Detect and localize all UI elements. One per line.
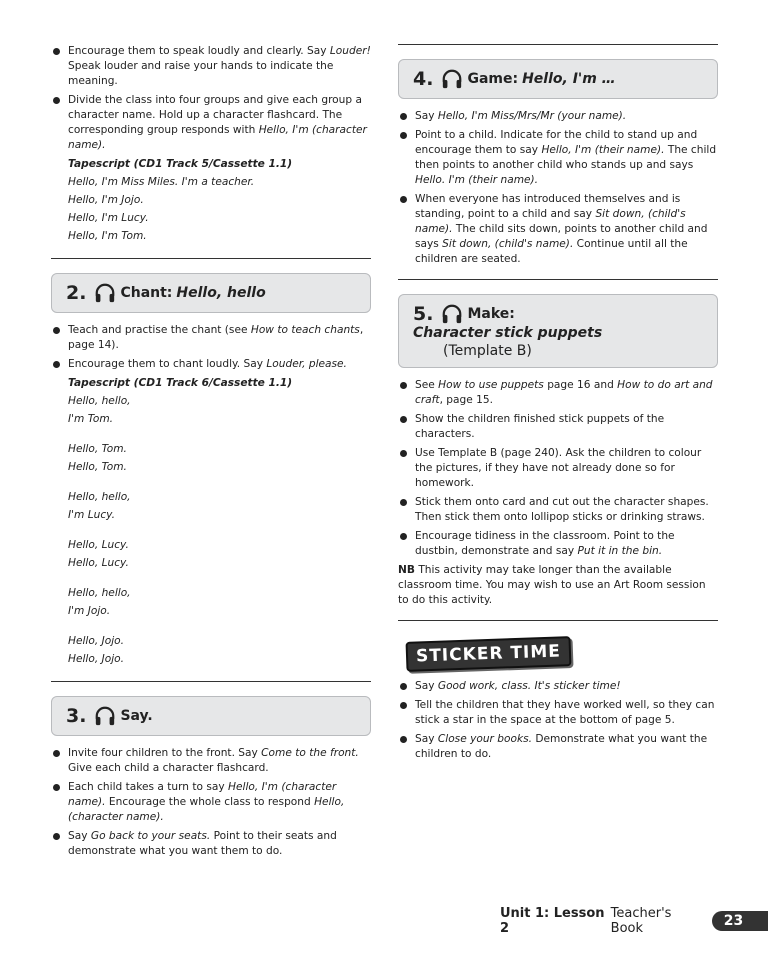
right-column [398, 0, 718, 766]
section-4-title: Hello, I'm … [522, 71, 616, 87]
chant-line: Hello, Tom. [68, 443, 127, 455]
sticker-bullet-1: Say Good work, class. It's sticker time! [398, 679, 718, 694]
headphones-icon [441, 303, 463, 325]
tapescript-line: Hello, I'm Miss Miles. I'm a teacher. [68, 176, 255, 188]
section-3-bullet-2: Each child takes a turn to say Hello, I'm (character name). Encourage the whole class to respond Hello, (character name). [51, 780, 371, 825]
chant-line: Hello, Jojo. [68, 653, 124, 665]
section-3-bullet-3: Say Go back to your seats. Point to their seats and demonstrate what you want them to do. [51, 829, 371, 859]
section-5-bullet-4: Stick them onto card and cut out the character shapes. Then stick them onto lollipop sticks or drinking straws. [398, 495, 718, 525]
headphones-icon [441, 68, 463, 90]
section-2-bullets [51, 323, 371, 372]
footer-unit: Unit 1: Lesson 2 [500, 906, 605, 936]
sticker-time-label: STICKER TIME [406, 636, 572, 672]
chant-line: I'm Jojo. [68, 605, 111, 617]
chant-line: Hello, hello, [68, 395, 131, 407]
section-5-bullet-2: Show the children finished stick puppets of the characters. [398, 412, 718, 442]
section-5-subtitle: (Template B) [443, 343, 532, 359]
section-4-bullet-2: Point to a child. Indicate for the child to stand up and encourage them to say Hello, I'm (their name). The child then points to another child who stands up and says Hello. I'm (their name). [398, 128, 718, 188]
nb-label: NB [398, 564, 415, 576]
section-3-bullet-1: Invite four children to the front. Say Come to the front. Give each child a character flashcard. [51, 746, 371, 776]
intro-bullet-2: Divide the class into four groups and give each group a character name. Hold up a character flashcard. The corresponding group responds with Hello, I'm (character name). [51, 93, 371, 153]
section-divider [398, 279, 718, 280]
section-2-number: 2. [66, 282, 87, 304]
section-5-number: 5. [413, 303, 434, 325]
section-4-bullets [398, 109, 718, 267]
section-5-header [398, 294, 718, 368]
section-2-bullet-2: Encourage them to chant loudly. Say Louder, please. [51, 357, 371, 372]
section-divider [398, 620, 718, 621]
section-divider [398, 44, 718, 45]
section-divider [51, 258, 371, 259]
section-3-number: 3. [66, 705, 87, 727]
section-5-title: Character stick puppets [413, 325, 603, 341]
section-5-bullet-1: See How to use puppets page 16 and How to do art and craft, page 15. [398, 378, 718, 408]
section-2-kind: Chant: [120, 285, 173, 301]
sticker-bullets [398, 679, 718, 762]
chant-line: I'm Lucy. [68, 509, 115, 521]
headphones-icon [94, 705, 116, 727]
chant-line: Hello, Tom. [68, 461, 127, 473]
sticker-bullet-2: Tell the children that they have worked well, so they can stick a star in the space at the bottom of page 5. [398, 698, 718, 728]
section-4-bullet-3: When everyone has introduced themselves and is standing, point to a child and say Sit down, (child's name). The child sits down, points to another child and says Sit down, (child's name). Continue until all the children are seated. [398, 192, 718, 267]
intro-bullet-1: Encourage them to speak loudly and clearly. Say Louder! Speak louder and raise your hands to indicate the meaning. [51, 44, 371, 89]
section-5-kind: Make: [467, 306, 515, 322]
headphones-icon [94, 282, 116, 304]
page-footer [500, 906, 768, 936]
page-number: 23 [712, 911, 768, 931]
section-5-bullets [398, 378, 718, 559]
section-3-header [51, 696, 371, 736]
section-5-bullet-5: Encourage tidiness in the classroom. Point to the dustbin, demonstrate and say Put it in the bin. [398, 529, 718, 559]
chant-line: Hello, hello, [68, 587, 131, 599]
intro-bullet-list [51, 44, 371, 153]
tapescript-heading-1: Tapescript (CD1 Track 5/Cassette 1.1) [68, 158, 293, 170]
section-3-bullets [51, 746, 371, 859]
footer-book: Teacher's Book [610, 906, 672, 936]
chant-line: Hello, Lucy. [68, 557, 129, 569]
sticker-time-header [406, 639, 718, 669]
tapescript-heading-2: Tapescript (CD1 Track 6/Cassette 1.1) [68, 377, 293, 389]
left-column [51, 0, 371, 863]
tapescript-line: Hello, I'm Lucy. [68, 212, 149, 224]
section-3-kind: Say. [120, 708, 153, 724]
tapescript-line: Hello, I'm Tom. [68, 230, 147, 242]
sticker-bullet-3: Say Close your books. Demonstrate what you want the children to do. [398, 732, 718, 762]
nb-text: This activity may take longer than the available classroom time. You may wish to use an Art Room session to do this activity. [398, 564, 706, 606]
tapescript-line: Hello, I'm Jojo. [68, 194, 144, 206]
section-4-bullet-1: Say Hello, I'm Miss/Mrs/Mr (your name). [398, 109, 718, 124]
section-2-header [51, 273, 371, 313]
chant-line: I'm Tom. [68, 413, 114, 425]
section-4-number: 4. [413, 68, 434, 90]
chant-line: Hello, hello, [68, 491, 131, 503]
section-4-kind: Game: [467, 71, 519, 87]
section-5-bullet-3: Use Template B (page 240). Ask the children to colour the pictures, if they have not already done so for homework. [398, 446, 718, 491]
section-4-header [398, 59, 718, 99]
chant-line: Hello, Jojo. [68, 635, 124, 647]
section-divider [51, 681, 371, 682]
section-5-note [398, 563, 718, 608]
section-2-title: Hello, hello [176, 285, 266, 301]
chant-line: Hello, Lucy. [68, 539, 129, 551]
section-2-bullet-1: Teach and practise the chant (see How to teach chants, page 14). [51, 323, 371, 353]
